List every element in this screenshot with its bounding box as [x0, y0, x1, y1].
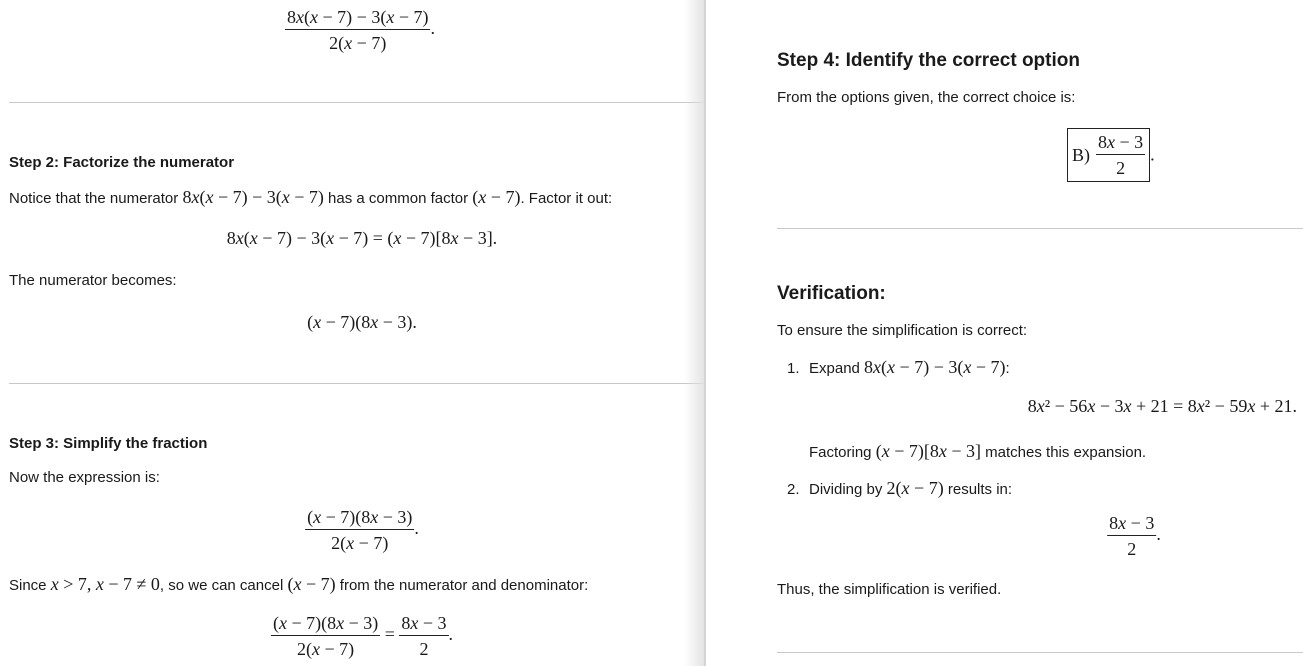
- result-fraction: $\frac{8x - 3}{2}$ .: [1109, 513, 1161, 559]
- numerator-becomes-text: The numerator becomes:: [9, 272, 177, 289]
- factor-equation: 8x(x − 7) − 3(x − 7) = (x − 7)[8x − 3].: [226, 228, 498, 248]
- panel-divider[interactable]: [704, 0, 706, 666]
- step4-paragraph: From the options given, the correct choice is:: [777, 89, 1076, 106]
- verification-intro: To ensure the simplification is correct:: [777, 322, 1028, 339]
- step2-heading: Step 2: Factorize the numerator: [9, 154, 235, 171]
- divider: [777, 228, 1303, 229]
- step3-paragraph: Now the expression is:: [9, 469, 160, 486]
- divider: [9, 102, 704, 103]
- answer-box: B) $\frac{8x - 3}{2}$ .: [1067, 128, 1155, 182]
- divider: [777, 652, 1303, 653]
- verification-heading: Verification:: [777, 283, 886, 304]
- conclusion-text: Thus, the simplification is verified.: [777, 581, 1002, 598]
- cancel-equation: $\frac{(x - 7)(8x - 3)}{2(x - 7)}$ = $\frac{8x - 3}{2}$ .: [272, 613, 454, 659]
- panel-shadow: [684, 0, 704, 666]
- cancel-paragraph: Since x > 7, x − 7 ≠ 0, so we can cancel (x − 7) from the numerator and denominator:: [9, 574, 589, 594]
- list-item: 2. Dividing by 2(x − 7) results in:: [787, 478, 1013, 498]
- intro-fraction: $\frac{8x(x - 7) - 3(x - 7)}{2(x - 7)}$ .: [287, 7, 435, 53]
- list-item: 1. Expand 8x(x − 7) − 3(x − 7):: [787, 357, 1010, 377]
- divider: [9, 383, 704, 384]
- factoring-text: Factoring (x − 7)[8x − 3] matches this expansion.: [809, 441, 1147, 461]
- step3-fraction: $\frac{(x - 7)(8x - 3)}{2(x - 7)}$ .: [307, 507, 419, 553]
- step4-heading: Step 4: Identify the correct option: [777, 50, 1080, 71]
- step2-paragraph: Notice that the numerator 8x(x − 7) − 3(x − 7) has a common factor (x − 7). Factor it out:: [9, 187, 613, 207]
- expansion-equation: 8x² − 56x − 3x + 21 = 8x² − 59x + 21.: [1027, 396, 1297, 416]
- step3-heading: Step 3: Simplify the fraction: [9, 435, 208, 452]
- numerator-equation: (x − 7)(8x − 3).: [307, 312, 417, 332]
